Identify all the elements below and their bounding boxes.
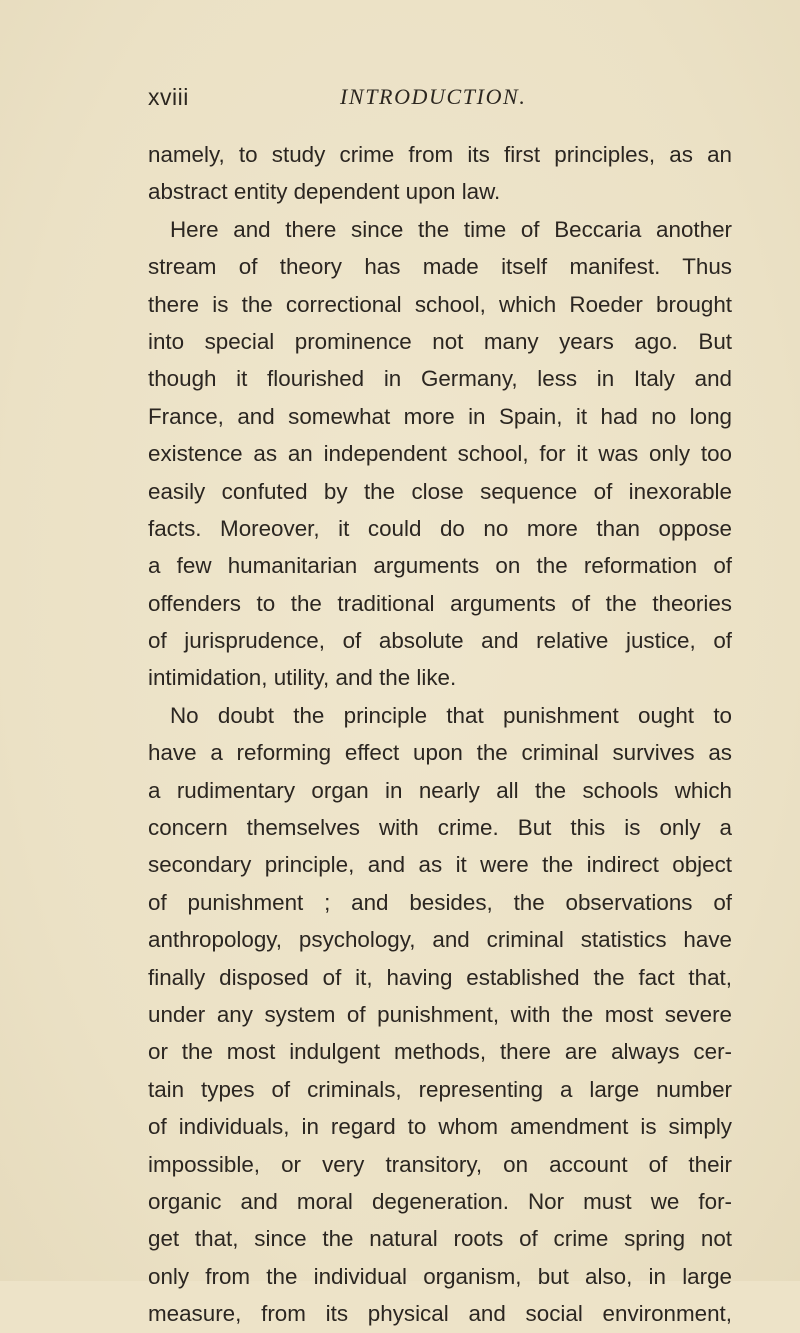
text-line: finally disposed of it, having established the fact that,	[148, 964, 732, 990]
text-line: easily confuted by the close sequence of inexorable	[148, 478, 732, 504]
text-line: secondary principle, and as it were the indirect object	[148, 852, 732, 878]
text-line: impossible, or very transitory, on account of their	[148, 1151, 732, 1177]
text-line: stream of theory has made itself manifest. Thus	[148, 254, 732, 280]
text-line: namely, to study crime from its first principles, as an	[148, 142, 732, 167]
text-line: into special prominence not many years ago. But	[148, 328, 732, 354]
text-line: a rudimentary organ in nearly all the schools which	[148, 777, 732, 803]
text-line: get that, since the natural roots of crime spring not	[148, 1226, 732, 1252]
running-head	[148, 84, 708, 114]
text-line: a few humanitarian arguments on the reformation of	[148, 553, 732, 579]
text-line: measure, from its physical and social environment,	[148, 1301, 732, 1327]
text-line: concern themselves with crime. But this is only a	[148, 815, 732, 841]
text-line: No doubt the principle that punishment ought to	[170, 702, 732, 728]
text-line: anthropology, psychology, and criminal statistics have	[148, 927, 732, 953]
text-line: under any system of punishment, with the most severe	[148, 1001, 732, 1027]
text-line: of jurisprudence, of absolute and relative justice, of	[148, 628, 732, 654]
text-line: intimidation, utility, and the like.	[148, 665, 457, 691]
text-line: existence as an independent school, for it was only too	[148, 441, 732, 467]
text-line: or the most indulgent methods, there are always cer-	[148, 1039, 732, 1065]
text-line: offenders to the traditional arguments of the theories	[148, 590, 732, 616]
text-line: abstract entity dependent upon law.	[148, 179, 501, 205]
running-head-title: INTRODUCTION.	[340, 84, 527, 109]
text-line: of punishment ; and besides, the observations of	[148, 889, 732, 915]
text-line: Here and there since the time of Beccaria another	[170, 216, 732, 242]
body-text	[148, 136, 732, 1333]
text-line: only from the individual organism, but also, in large	[148, 1263, 732, 1289]
text-line: organic and moral degeneration. Nor must we for-	[148, 1188, 732, 1214]
text-line: of individuals, in regard to whom amendment is simply	[148, 1114, 732, 1140]
text-line: have a reforming effect upon the criminal survives as	[148, 740, 732, 766]
text-line: facts. Moreover, it could do no more than oppose	[148, 515, 732, 541]
text-line: there is the correctional school, which Roeder brought	[148, 291, 732, 317]
text-line: tain types of criminals, representing a large number	[148, 1076, 732, 1102]
text-line: though it flourished in Germany, less in Italy and	[148, 366, 732, 392]
page-number: xviii	[148, 84, 189, 110]
text-line: France, and somewhat more in Spain, it had no long	[148, 403, 732, 429]
